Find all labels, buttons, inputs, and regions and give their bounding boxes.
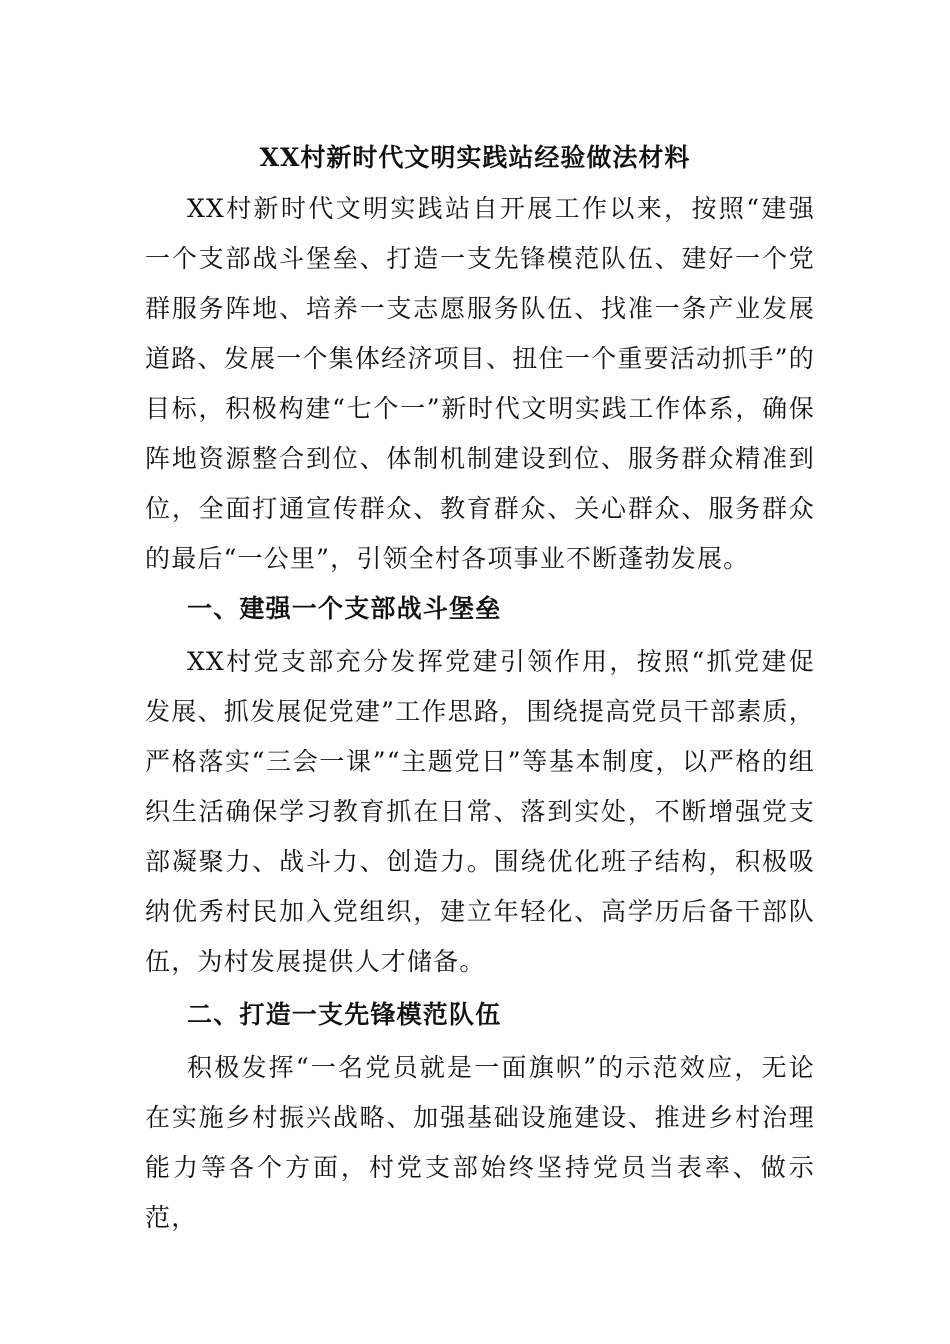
- section-1-body-block: [145, 637, 815, 987]
- section-2: [145, 990, 815, 1040]
- section-1-paragraph: XX村党支部充分发挥党建引领作用，按照“抓党建促发展、抓发展促党建”工作思路，围绕提高党员干部素质，严格落实“三会一课”“主题党日”等基本制度，以严格的组织生活确保学习教育抓在日常、落到实处，不断增强党支部凝聚力、战斗力、创造力。围绕优化班子结构，积极吸纳优秀村民加入党组织，建立年轻化、高学历后备干部队伍，为村发展提供人才储备。: [145, 647, 815, 976]
- section-2-heading: 二、打造一支先锋模范队伍: [187, 1000, 502, 1029]
- section-1-heading: 一、建强一个支部战斗堡垒: [187, 594, 502, 623]
- section-1: [145, 584, 815, 634]
- intro-paragraph: XX村新时代文明实践站自开展工作以来，按照“建强一个支部战斗堡垒、打造一支先锋模范队伍、建好一个党群服务阵地、培养一支志愿服务队伍、找准一条产业发展道路、发展一个集体经济项目、扭住一个重要活动抓手”的目标，积极构建“七个一”新时代文明实践工作体系，确保阵地资源整合到位、体制机制建设到位、服务群众精准到位，全面打通宣传群众、教育群众、关心群众、服务群众的最后“一公里”，引领全村各项事业不断蓬勃发展。: [145, 194, 815, 573]
- section-2-body-block: [145, 1043, 815, 1243]
- document-title: XX村新时代文明实践站经验做法材料: [259, 143, 691, 172]
- intro-block: [145, 184, 815, 584]
- section-2-paragraph: 积极发挥“一名党员就是一面旗帜”的示范效应，无论在实施乡村振兴战略、加强基础设施建设、推进乡村治理能力等各个方面，村党支部始终坚持党员当表率、做示范，: [145, 1053, 815, 1232]
